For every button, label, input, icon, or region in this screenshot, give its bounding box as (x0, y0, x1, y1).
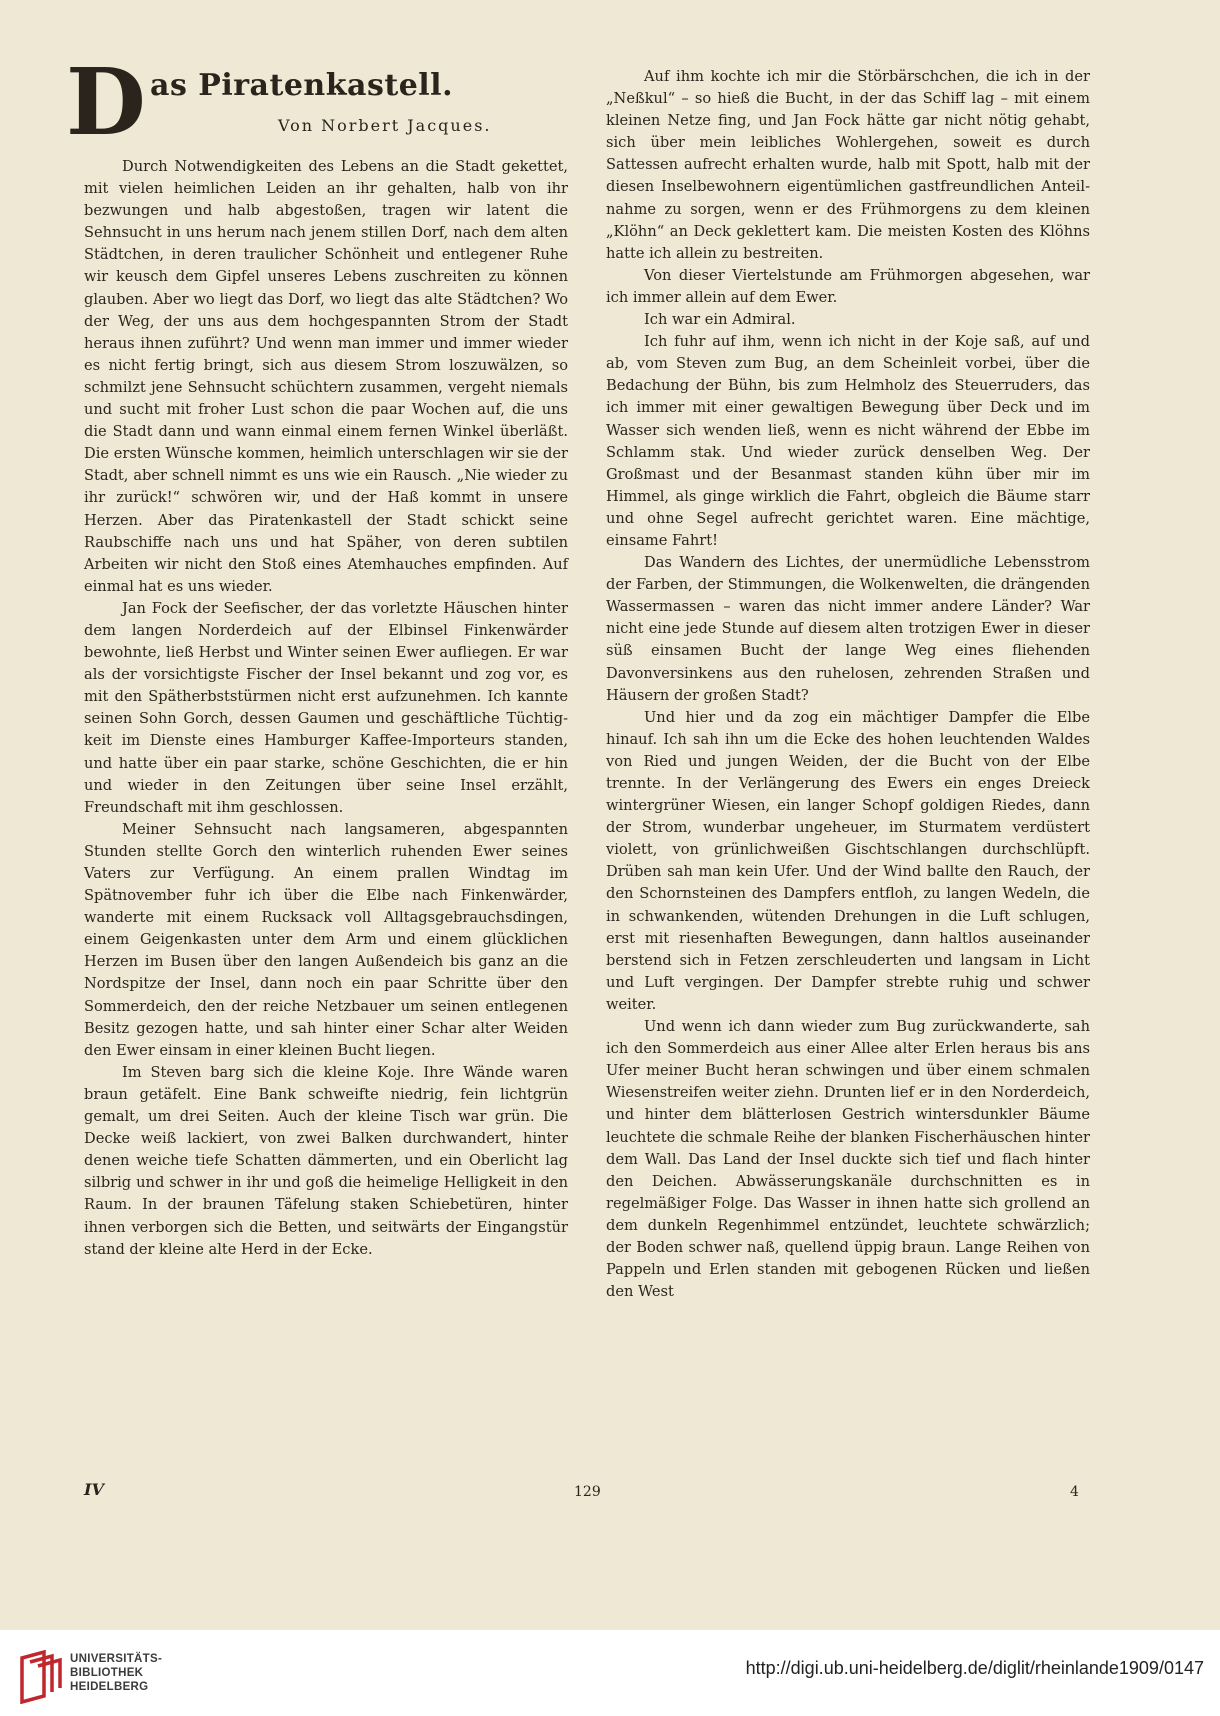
article-title: as Piratenkastell. (150, 68, 454, 103)
library-name: UNIVERSITÄTS- BIBLIOTHEK HEIDELBERG (70, 1653, 163, 1693)
paragraph: Ich war ein Admiral. (644, 311, 796, 329)
library-footer-bar (0, 1630, 1220, 1716)
paragraph: Und hier und da zog ein mächtiger Dampfer die Elbe hinauf. Ich sah ihn um die Ecke des hohen leuchtenden Waldes von Ried und jungen Weiden, der die Bucht von der Elbe trennte. In der Verlängerung des Ewers ein enges Dreieck wintergrüner Wiesen, ein langer Schopf goldigen Riedes, dann der Strom, wunderbar ungeheuer, im Sturmatem verdüstert violett, von grünlichweißen Gischtschlangen durchschlüpft. Drüben sah man kein Ufer. Und der Wind ballte den Rauch, der den Schornsteinen des Dampfers entfloh, zu langen Wedeln, die in schwankenden, wütenden Drehungen in die Luft schlugen, erst mit riesenhaften Bewegungen, dann haltlos auseinander berstend sich in Fetzen zerschleuderten und langsam in Licht und Luft vergingen. Der Dampfer strebte ruhig und schwer weiter. (606, 708, 1090, 1013)
paragraph: Meiner Sehnsucht nach langsameren, abgespannten Stunden stellte Gorch den winterlich ruhenden Ewer seines Vaters zur Verfügung. An einem prallen Windtag im Spätnovember fuhr ich über die Elbe nach Finkenwärder, wanderte mit einem Rucksack voll Alltagsgebrauchsdingen, einem Geigenkasten unter dem Arm und einem glücklichen Herzen im Busen über den langen Außendeich bis ganz an die Nordspitze der Insel, dann noch ein paar Schritte über den Sommerdeich, den der reiche Netzbauer um seinen entlegenen Besitz gezogen hatte, und sah hinter einer Schar alter Weiden den Ewer einsam in einer kleinen Bucht liegen. (84, 820, 568, 1059)
right-text-column (606, 66, 1090, 1303)
paragraph: Im Steven barg sich die kleine Koje. Ihre Wände waren braun getäfelt. Eine Bank schweifte niedrig, fein lichtgrün gemalt, um drei Seiten. Auch der kleine Tisch war grün. Die Decke weiß lackiert, von zwei Balken durchwandert, hinter denen weiche tiefe Schatten dämmerten, und ein Oberlicht lag silbrig und schwer in ihr und goß die heimelige Helligkeit in den Raum. In der braunen Täfelung staken Schiebetüren, hinter ihnen verborgen sich die Betten, und seitwärts der Eingangstür stand der kleine alte Herd in der Ecke. (84, 1063, 568, 1258)
paragraph: Von dieser Viertelstunde am Frühmorgen abgesehen, war ich immer allein auf dem Ewer. (606, 266, 1090, 306)
paragraph: Auf ihm kochte ich mir die Störbärschchen, die ich in der „Neßkul“ – so hieß die Bucht, in der das Schiff lag – mit einem kleinen Netze fing, und Jan Fock hätte gar nicht nötig gehabt, sich über mein leibliches Wohlergehen, soweit es durch Sattessen aufrecht erhalten wurde, halb mit Spott, halb mit der diesen Inselbewohnern eigentümlichen gastfreundlichen Anteilnahme zu sorgen, wenn er des Frühmorgens zu dem kleinen „Klöhn“ an Deck geklettert kam. Die meisten Kosten des Klöhns hatte ich allein zu bestreiten. (606, 68, 1090, 262)
article-title-block (66, 48, 566, 156)
university-library-logo-icon[interactable] (14, 1648, 64, 1704)
document-url-link[interactable]: http://digi.ub.uni-heidelberg.de/diglit/rheinlande1909/0147 (745, 1658, 1204, 1678)
article-byline: Von Norbert Jacques. (278, 116, 492, 135)
sheet-number: 4 (1070, 1484, 1079, 1500)
paragraph: Und wenn ich dann wieder zum Bug zurückwanderte, sah ich den Sommerdeich aus einer Allee alter Erlen heraus bis ans Ufer meiner Bucht heran schwingen und über einem schmalen Wiesenstreifen weiter ziehn. Drunten lief er in den Norderdeich, und hinter dem blätterlosen Gestrich wintersdunkler Bäume leuchtete die schmale Reihe der blanken Fischerhäuschen hinter dem Wall. Das Land der Insel duckte sich tief und flach hinter den Deichen. Abwässerungskanäle durchschnitten es in regelmäßiger Folge. Das Wasser in ihnen hatte sich grollend an dem dunkeln Regenhimmel entzündet, leuchtete schwärzlich; der Boden schwer naß, quellend üppig braun. Lange Reihen von Pappeln und Erlen standen mit gebogenen Rücken und ließen den West (606, 1018, 1090, 1301)
paragraph: Ich fuhr auf ihm, wenn ich nicht in der Koje saß, auf und ab, vom Steven zum Bug, an dem Scheinleit vorbei, über die Bedachung der Bühn, bis zum Helmholz des Steuerruders, das ich immer mit einer gewaltigen Bewegung über Deck und im Wasser sich wenden ließ, wenn es nicht während der Ebbe im Schlamm stak. Und wieder zurück denselben Weg. Der Großmast und der Besanmast standen kühn über mir im Himmel, als ginge wirklich die Fahrt, obgleich die Bäume starr und ohne Segel aufrecht gerichtet waren. Eine mächtige, einsame Fahrt! (606, 333, 1090, 549)
page-number: 129 (574, 1484, 601, 1500)
paragraph: Durch Notwendigkeiten des Lebens an die Stadt gekettet, mit vielen heimlichen Leiden an ihr gehalten, halb von ihr bezwungen und halb abgestoßen, tragen wir latent die Sehnsucht in uns herum nach jenem stillen Dorf, nach dem alten Städtchen, in deren traulicher Schönheit und entlegener Ruhe wir keusch dem Gipfel unseres Lebens zuschreiten zu können glauben. Aber wo liegt das Dorf, wo liegt das alte Städtchen? Wo der Weg, der uns aus dem hochgespannten Strom der Stadt heraus ihnen zuführt? Und wenn man immer und immer wieder es nicht fertig bringt, sich aus diesem Strom loszuwälzen, so schmilzt jene Sehnsucht schüchtern zusammen, vergeht niemals und sucht mit froher Lust schon die paar Wochen auf, die uns die Stadt dann und wann einmal einem fernen Winkel überläßt. Die ersten Wünsche kommen, heimlich unterschlagen wir sie der Stadt, aber schnell nimmt es uns wie ein Rausch. „Nie wieder zu ihr zurück!“ schwören wir, und der Haß kommt in unsere Herzen. Aber das Piratenkastell der Stadt schickt seine Raubschiffe nach uns und hat Späher, von deren subtilen Arbeiten wir nicht den Stoß eines Atemhauches empfinden. Auf einmal hat es uns wieder. (84, 158, 568, 595)
paragraph: Das Wandern des Lichtes, der unermüdliche Lebensstrom der Farben, der Stimmungen, die Wolkenwelten, die drängenden Wassermassen – waren das nicht immer andere Länder? War nicht eine jede Stunde auf diesem alten trotzigen Ewer in dieser süß einsamen Bucht der lange Weg eines fliehenden Davonversinkens aus den ruhelosen, zehrenden Straßen und Häusern der großen Stadt? (606, 554, 1090, 704)
paragraph: Jan Fock der Seefischer, der das vorletzte Häuschen hinter dem langen Norderdeich auf der Elbinsel Finkenwärder bewohnte, ließ Herbst und Winter seinen Ewer aufliegen. Er war als der vorsichtigste Fischer der Insel bekannt und zog vor, es mit den Spätherbststürmen nicht erst aufzunehmen. Ich kannte seinen Sohn Gorch, dessen Gaumen und geschäftliche Tüchtigkeit im Dienste eines Hamburger Kaffee-Importeurs standen, und hatte über ein paar starke, schöne Geschichten, die er hin und wieder in den Zeitungen über seine Insel erzählt, Freundschaft mit ihm geschlossen. (84, 599, 568, 816)
signature-mark: IV (84, 1480, 104, 1499)
left-text-column (84, 156, 568, 1261)
title-drop-cap: D (66, 48, 146, 156)
